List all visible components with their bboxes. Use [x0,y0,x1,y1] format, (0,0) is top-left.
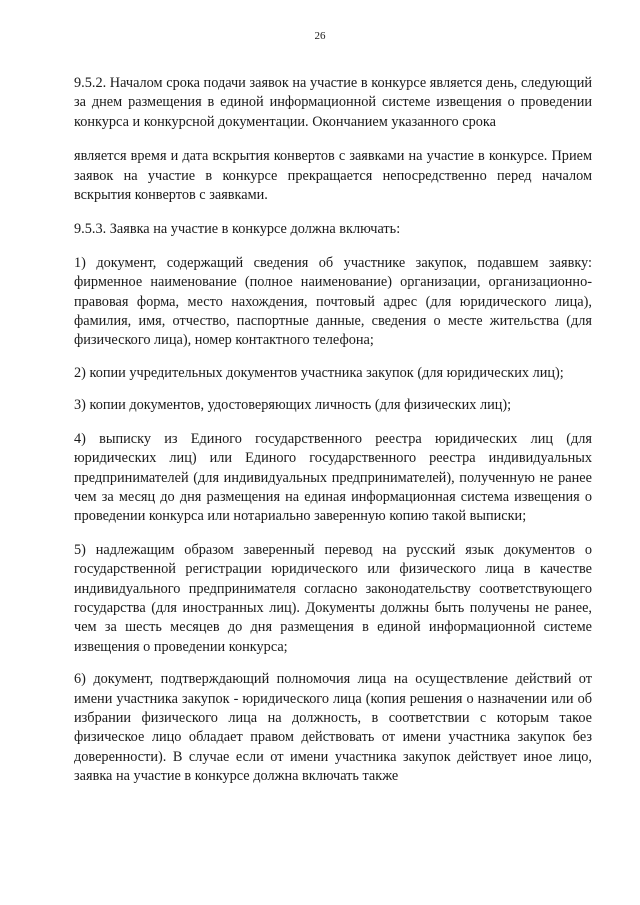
page-number: 26 [314,30,326,42]
list-item-5: 5) надлежащим образом заверенный перевод на русский язык документов о государственной регистрации юридического или физического лица в качестве индивидуального предпринимателя согласно законодательству соответствующего государства (для иностранных лиц). Документы должны быть получены не ранее, чем за шесть месяцев до дня размещения в единой информационной системе извещения о проведении конкурса; [74,541,592,655]
list-item-2: 2) копии учредительных документов участника закупок (для юридических лиц); [74,364,564,381]
document-body [74,74,592,787]
list-item-1: 1) документ, содержащий сведения об участнике закупок, подавшем заявку: фирменное наименование (полное наименование) организации, организационно-правовая форма, место нахождения, почтовый адрес (для юридического лица), фамилия, имя, отчество, паспортные данные, сведения о месте жительства (для физического лица), номер контактного телефона; [74,254,592,349]
paragraph-9-5-3: 9.5.3. Заявка на участие в конкурсе должна включать: [74,221,401,238]
list-item-3: 3) копии документов, удостоверяющих личность (для физических лиц); [74,397,512,414]
paragraph-9-5-2: 9.5.2. Началом срока подачи заявок на участие в конкурсе является день, следующий за днем размещения в единой информационной системе извещения о проведении конкурса и конкурсной документации. Окончанием указанного срока [74,75,592,130]
list-item-4: 4) выписку из Единого государственного реестра юридических лиц (для юридических лиц) или Единого государственного реестра индивидуальных предпринимателей (для индивидуальных предпринимателей), полученную не ранее чем за месяц до дня размещения на единая информационная система извещения о проведении конкурса или нотариально заверенную копию такой выписки; [74,430,592,525]
list-item-6: 6) документ, подтверждающий полномочия лица на осуществление действий от имени участника закупок - юридического лица (копия решения о назначении или об избрании физического лица на должность, в соответствии с которым такое физическое лицо обладает правом действовать от имени участника закупок без доверенности). В случае если от имени участника закупок действует иное лицо, заявка на участие в конкурсе должна включать также [74,671,592,785]
paragraph-9-5-2-continued: является время и дата вскрытия конвертов с заявками на участие в конкурсе. Прием заявок на участие в конкурсе прекращается непосредственно перед началом вскрытия конвертов с заявками. [74,148,592,204]
